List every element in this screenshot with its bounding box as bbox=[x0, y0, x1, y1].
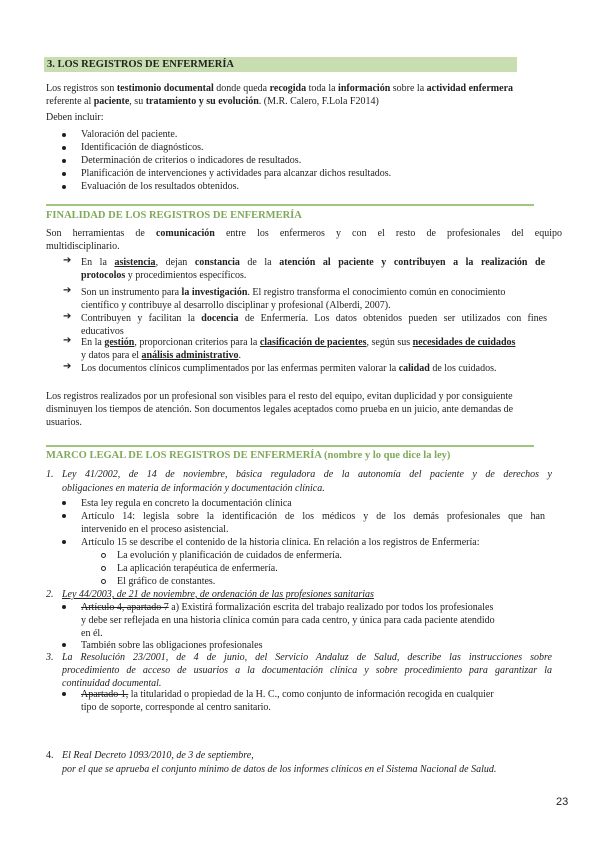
law-4-line-2: por el que se aprueba el conjunto mínimo de datos de los informes clínicos en el Sistema Nacional de Salud. bbox=[62, 764, 497, 775]
finalidad-item-2-line-2: científico y contribuye al desarrollo disciplinar y profesional (Alberdi, 2007). bbox=[81, 300, 391, 311]
text: de la bbox=[239, 257, 280, 268]
bold-text: análisis administrativo bbox=[141, 350, 239, 361]
paragraph-line: disminuyen los tiempos de atención. Son documentos legales aceptados como prueba en un juicio, ante demandas de bbox=[46, 404, 514, 415]
list-item-text: Evaluación de los resultados obtenidos. bbox=[81, 181, 240, 192]
bullet-icon bbox=[62, 133, 66, 137]
bold-text: docencia bbox=[201, 313, 239, 324]
page-number: 23 bbox=[556, 796, 569, 808]
text: En la bbox=[81, 337, 105, 348]
marco-title: MARCO LEGAL DE LOS REGISTROS DE ENFERMERÍA (nombre y lo que dice la ley) bbox=[46, 450, 451, 461]
text: la titularidad o propiedad de la H. C., como conjunto de información recogida en cualquier bbox=[128, 689, 494, 700]
arrow-right-icon: ➔ bbox=[63, 285, 72, 296]
text: de los cuidados. bbox=[429, 363, 497, 374]
intro-text: toda la bbox=[306, 83, 339, 94]
text: Contribuyen y facilitan la bbox=[81, 313, 202, 324]
law-1-subitem: La evolución y planificación de cuidados de enfermería. bbox=[117, 550, 342, 561]
text: Los documentos clínicos cumplimentados por las enfermas permiten valorar la bbox=[81, 363, 399, 374]
section-heading: 3. LOS REGISTROS DE ENFERMERÍA bbox=[44, 57, 517, 72]
bold-text: atención al paciente y contribuyen a la realización de bbox=[279, 257, 546, 268]
bold-text: clasificación de pacientes bbox=[259, 337, 367, 348]
list-item bbox=[62, 180, 562, 193]
strikethrough-text: Apartado 1, bbox=[81, 689, 129, 700]
law-1-bullet-3: Artículo 15 se describe el contenido de la historia clínica. En relación a los registros de Enfermería: bbox=[81, 537, 480, 548]
law-2-title: Ley 44/2003, de 21 de noviembre, de ordenación de las profesiones sanitarias bbox=[62, 589, 374, 600]
list-item-text: Planificación de intervenciones y actividades para alcanzar dichos resultados. bbox=[81, 168, 392, 179]
section-rule bbox=[46, 204, 534, 206]
list-item bbox=[62, 128, 562, 141]
finalidad-item-2-line-1 bbox=[81, 286, 553, 299]
arrow-right-icon: ➔ bbox=[63, 255, 72, 266]
list-number: 2. bbox=[46, 589, 54, 600]
list-item-text: Determinación de criterios o indicadores de resultados. bbox=[81, 155, 302, 166]
bold-text: gestión bbox=[104, 337, 135, 348]
text: de Enfermería. Los datos obtenidos pueden ser utilizados con fines bbox=[238, 313, 547, 324]
circle-bullet-icon bbox=[101, 579, 106, 584]
bullet-icon bbox=[62, 172, 66, 176]
law-3-line-3: continuidad documental. bbox=[62, 678, 162, 689]
arrow-right-icon: ➔ bbox=[63, 361, 72, 372]
finalidad-item-1-line-1 bbox=[81, 256, 545, 269]
intro-bold: tratamiento y su evolución bbox=[145, 96, 259, 107]
finalidad-item-4-line-1 bbox=[81, 336, 553, 349]
law-1-subitem: El gráfico de constantes. bbox=[117, 576, 216, 587]
law-1-line-1: Ley 41/2002, de 14 de noviembre, básica reguladora de la autonomía del paciente y de derechos y bbox=[62, 469, 552, 480]
law-4-line-1: El Real Decreto 1093/2010, de 3 de septiembre, bbox=[62, 750, 254, 761]
text: , según sus bbox=[366, 337, 413, 348]
law-3-bullet-1-line-2: tipo de soporte, corresponde al centro sanitario. bbox=[81, 702, 271, 713]
law-2-bullet-1-line-1 bbox=[81, 601, 561, 614]
finalidad-title: FINALIDAD DE LOS REGISTROS DE ENFERMERÍA bbox=[46, 210, 302, 221]
bullet-icon bbox=[62, 643, 66, 647]
list-item bbox=[62, 154, 562, 167]
text: . bbox=[238, 350, 242, 361]
finalidad-intro-2: multidisciplinario. bbox=[46, 241, 120, 252]
text: En la bbox=[81, 257, 115, 268]
section-rule bbox=[46, 445, 534, 447]
intro-line-2 bbox=[46, 95, 566, 108]
finalidad-item-5 bbox=[81, 362, 553, 375]
text: a) Existirá formalización escrita del trabajo realizado por todos los profesionales bbox=[168, 602, 494, 613]
law-3-bullet-1-line-1 bbox=[81, 688, 561, 701]
text: Son herramientas de bbox=[46, 228, 156, 239]
law-3-line-1: La Resolución 23/2001, de 4 de junio, del Servicio Andaluz de Salud, describe las instrucciones sobre bbox=[62, 652, 552, 663]
arrow-right-icon: ➔ bbox=[63, 311, 72, 322]
law-2-bullet-1-line-2: y debe ser reflejada en una historia clínica común para cada centro, y única para cada paciente atendido bbox=[81, 615, 495, 626]
bold-text: necesidades de cuidados bbox=[412, 337, 516, 348]
intro-text: sobre la bbox=[390, 83, 427, 94]
list-item bbox=[62, 141, 562, 154]
bold-text: asistencia bbox=[114, 257, 156, 268]
bold-text: comunicación bbox=[155, 228, 215, 239]
intro-text: donde queda bbox=[213, 83, 270, 94]
arrow-right-icon: ➔ bbox=[63, 335, 72, 346]
finalidad-item-4-line-2 bbox=[81, 349, 553, 362]
paragraph-line: usuarios. bbox=[46, 417, 82, 428]
text: , proporcionan criterios para la bbox=[134, 337, 260, 348]
bullet-icon bbox=[62, 514, 66, 518]
circle-bullet-icon bbox=[101, 566, 106, 571]
finalidad-item-3-line-2: educativos bbox=[81, 326, 124, 337]
paragraph-line: Los registros realizados por un profesional son visibles para el resto del equipo, evitan duplicidad y por consiguiente bbox=[46, 391, 513, 402]
law-3-line-2: procedimiento de acceso de usuarios a la documentación clínica y sobre procedimiento para garantizar la bbox=[62, 665, 552, 676]
law-1-bullet-2-line-1: Artículo 14: legisla sobre la identificación de los médicos y de los demás profesionales que han bbox=[81, 511, 545, 522]
bold-text: la investigación bbox=[181, 287, 248, 298]
circle-bullet-icon bbox=[101, 553, 106, 558]
list-item bbox=[62, 167, 562, 180]
bullet-icon bbox=[62, 692, 66, 696]
intro-line-1 bbox=[46, 82, 566, 95]
bold-text: protocolos bbox=[81, 270, 126, 281]
law-1-bullet-1: Esta ley regula en concreto la documentación clínica bbox=[81, 498, 292, 509]
intro-text: , su bbox=[129, 96, 146, 107]
list-number: 1. bbox=[46, 469, 54, 480]
text: y datos para el bbox=[81, 350, 142, 361]
list-number: 4. bbox=[46, 750, 54, 761]
deben-incluir-label: Deben incluir: bbox=[46, 112, 104, 123]
text: entre los enfermeros y con el resto de profesionales del equipo bbox=[214, 228, 563, 239]
intro-bold: recogida bbox=[269, 83, 307, 94]
law-2-bullet-2: También sobre las obligaciones profesionales bbox=[81, 640, 263, 651]
bullet-icon bbox=[62, 146, 66, 150]
bullet-icon bbox=[62, 159, 66, 163]
bullet-icon bbox=[62, 605, 66, 609]
intro-bold: testimonio documental bbox=[116, 83, 214, 94]
list-item-text: Identificación de diagnósticos. bbox=[81, 142, 204, 153]
text: , dejan bbox=[155, 257, 195, 268]
list-number: 3. bbox=[46, 652, 54, 663]
intro-text: Los registros son bbox=[46, 83, 117, 94]
bullet-icon bbox=[62, 501, 66, 505]
intro-bold: paciente bbox=[93, 96, 130, 107]
intro-text: . (M.R. Calero, F.Lola F2014) bbox=[258, 96, 379, 107]
intro-text: referente al bbox=[46, 96, 94, 107]
list-item-text: Valoración del paciente. bbox=[81, 129, 178, 140]
finalidad-item-3-line-1 bbox=[81, 312, 547, 325]
finalidad-intro-1 bbox=[46, 227, 562, 240]
bold-text: calidad bbox=[398, 363, 430, 374]
law-2-bullet-1-line-3: en él. bbox=[81, 628, 103, 639]
law-1-bullet-2-line-2: intervenido en el proceso asistencial. bbox=[81, 524, 229, 535]
text: y procedimientos específicos. bbox=[125, 270, 247, 281]
text: Son un instrumento para bbox=[81, 287, 182, 298]
deben-list bbox=[62, 128, 562, 193]
text: . El registro transforma el conocimiento común en conocimiento bbox=[247, 287, 506, 298]
intro-bold: información bbox=[338, 83, 391, 94]
intro-bold: actividad enfermera bbox=[426, 83, 514, 94]
law-1-subitem: La aplicación terapéutica de enfermería. bbox=[117, 563, 278, 574]
bold-text: constancia bbox=[194, 257, 240, 268]
finalidad-item-1-line-2 bbox=[81, 269, 545, 282]
strikethrough-text: Artículo 4, apartado 7 bbox=[81, 602, 169, 613]
bullet-icon bbox=[62, 540, 66, 544]
bullet-icon bbox=[62, 185, 66, 189]
law-1-line-2: obligaciones en materia de información y documentación clínica. bbox=[62, 483, 325, 494]
